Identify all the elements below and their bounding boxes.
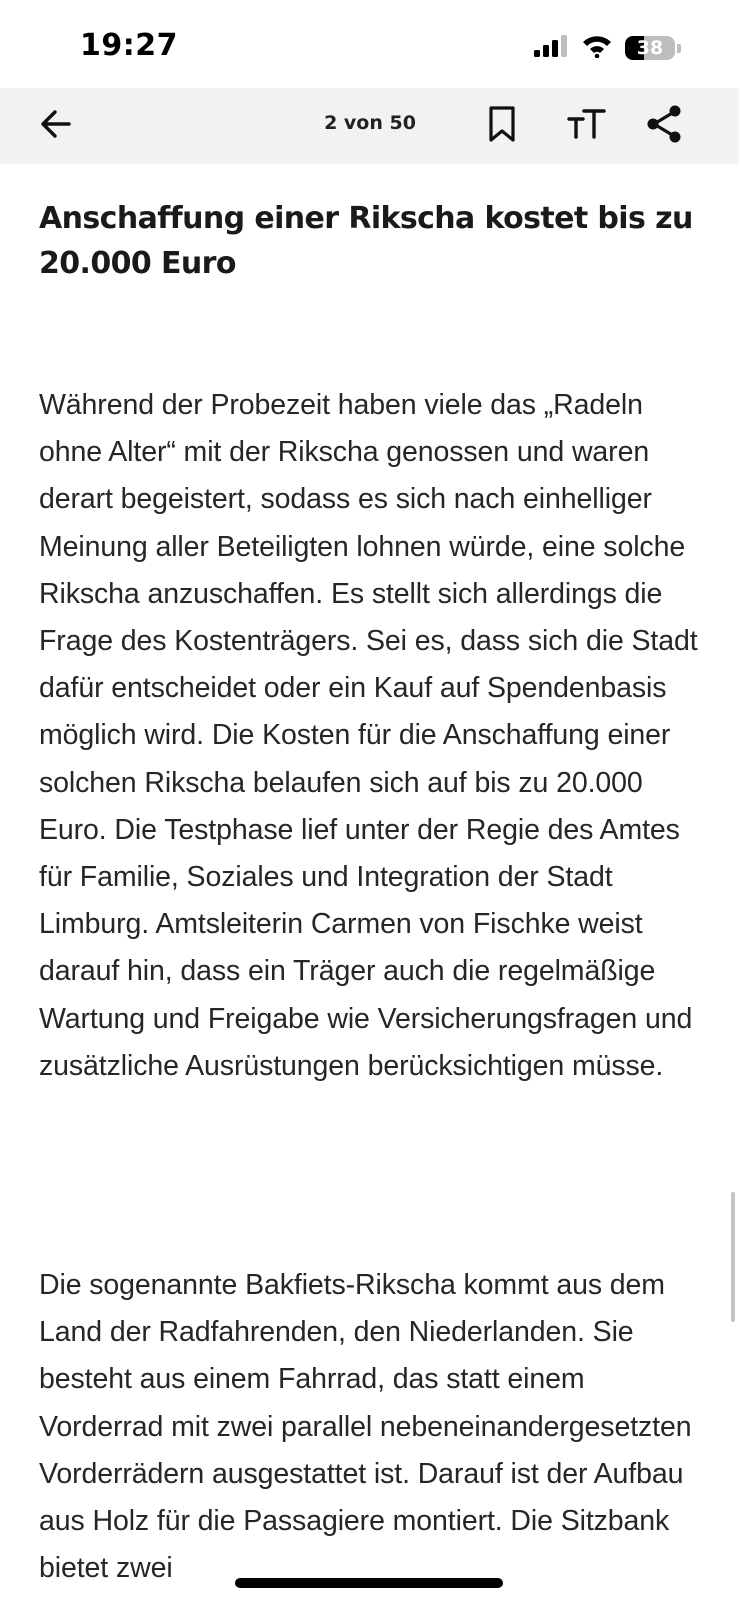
- article-toolbar: [0, 88, 739, 164]
- text-size-button[interactable]: [563, 102, 611, 150]
- signal-icon: [533, 34, 569, 62]
- home-indicator[interactable]: [235, 1578, 503, 1588]
- article-headline: Anschaffung einer Rikscha kostet bis zu 20.000 Euro: [39, 201, 693, 281]
- status-time: 19:27: [80, 28, 178, 63]
- battery-nub: [677, 44, 681, 53]
- battery-icon: [625, 36, 675, 60]
- share-button[interactable]: [640, 102, 688, 150]
- back-arrow-icon: [38, 106, 74, 146]
- wifi-icon: [581, 34, 613, 62]
- back-button[interactable]: [32, 102, 80, 150]
- article-counter: 2 von 50: [324, 112, 416, 134]
- article-paragraph: Die sogenannte Bakfiets-Rikscha kommt aus dem Land der Radfahrenden, den Niederlanden. Sie besteht aus einem Fahrrad, das statt einem Vorderrad mit zwei parallel nebeneinandergesetzten Vorderrädern ausgestattet ist. Darauf ist der Aufbau aus Holz für die Passagiere montiert. Die Sitzbank bietet zwei: [39, 1269, 692, 1585]
- bookmark-button[interactable]: [478, 102, 526, 150]
- article-paragraph: Während der Probezeit haben viele das „Radeln ohne Alter“ mit der Rikscha genossen und waren derart begeistert, sodass es sich nach einhelliger Meinung aller Beteiligten lohnen würde, eine solche Rikscha anzuschaffen. Es stellt sich allerdings die Frage des Kostenträgers. Sei es, dass sich die Stadt dafür entscheidet oder ein Kauf auf Spendenbasis möglich wird. Die Kosten für die Anschaffung einer solchen Rikscha belaufen sich auf bis zu 20.000 Euro. Die Testphase lief unter der Regie des Amtes für Familie, Soziales und Integration der Stadt Limburg. Amtsleiterin Carmen von Fischke weist darauf hin, dass ein Träger auch die regelmäßige Wartung und Freigabe wie Versicherungsfragen und zusätzliche Ausrüstungen berücksichtigen müsse.: [39, 389, 698, 1082]
- scroll-indicator[interactable]: [731, 1192, 735, 1322]
- share-icon: [644, 104, 684, 148]
- status-icons: [533, 34, 681, 62]
- article-content: [39, 196, 709, 1585]
- battery-level: 38: [636, 37, 664, 59]
- status-bar: [0, 0, 739, 88]
- bookmark-icon: [486, 105, 518, 147]
- text-size-icon: [567, 106, 607, 146]
